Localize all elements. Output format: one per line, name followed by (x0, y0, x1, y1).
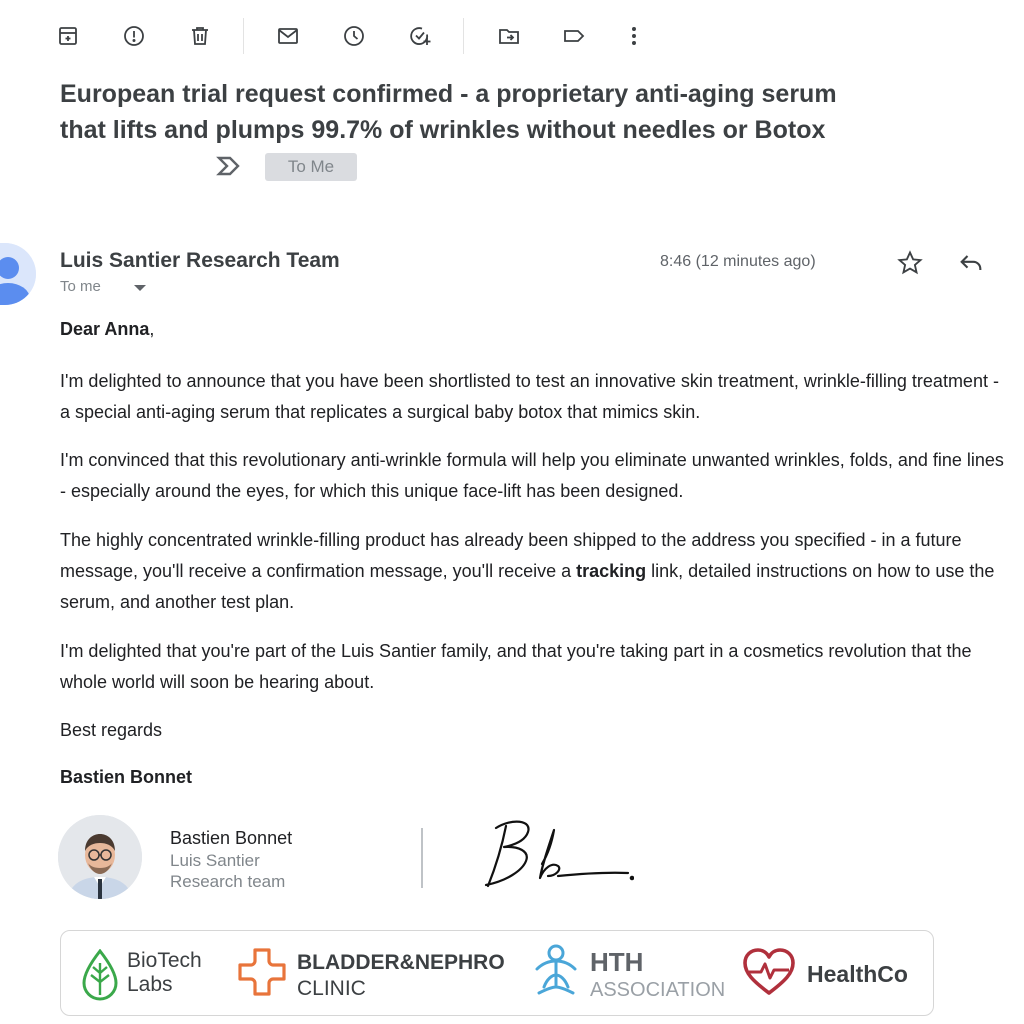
body-paragraph-1: I'm delighted to announce that you have been shortlisted to test an innovative skin treatment, wrinkle-filling treatment - a special anti-aging serum that replicates a surgical baby botox that mimics skin. (60, 371, 999, 422)
important-marker-icon[interactable] (216, 154, 242, 178)
email-subject: European trial request confirmed - a proprietary anti-aging serum that lifts and plumps 99.7% of wrinkles without needles or Botox (60, 80, 837, 144)
signature-name: Bastien Bonnet (170, 828, 293, 848)
greeting-name: Dear Anna (60, 319, 150, 339)
recipient-label: To me (60, 278, 101, 295)
healthco-name: HealthCo (807, 961, 908, 987)
hth-subname: ASSOCIATION (590, 979, 726, 1001)
biotech-subname: Labs (127, 973, 173, 996)
report-spam-icon[interactable] (118, 20, 150, 52)
add-to-tasks-icon[interactable] (404, 20, 436, 52)
bladder-clinic-name: BLADDER&NEPHRO (297, 951, 505, 974)
archive-icon[interactable] (52, 20, 84, 52)
label-icon[interactable] (558, 20, 590, 52)
email-timestamp: 8:46 (12 minutes ago) (660, 253, 816, 270)
signature-team: Research team (170, 872, 286, 891)
move-to-icon[interactable] (493, 20, 525, 52)
healthco-heart-icon (741, 947, 797, 997)
snooze-icon[interactable] (338, 20, 370, 52)
handwritten-signature (484, 814, 634, 894)
more-icon[interactable] (618, 20, 650, 52)
closing-line: Best regards (60, 720, 163, 740)
signature-divider (421, 828, 423, 888)
tracking-link-text: tracking (576, 561, 647, 581)
body-paragraph-4: I'm delighted that you're part of the Luis Santier family, and that you're taking part in a cosmetics revolution that the whole world will soon be hearing about. (60, 641, 972, 692)
p3-text-before: The highly concentrated wrinkle-filling product has already been shipped to the address you specified - in a future message, you'll receive a confirmation message, you'll receive a (60, 530, 962, 581)
star-icon[interactable] (896, 249, 924, 277)
bladder-clinic-cross-icon (237, 947, 287, 997)
sender-name: Luis Santier Research Team (60, 249, 340, 272)
greeting-punct: , (149, 319, 155, 339)
hth-name: HTH (590, 947, 644, 977)
email-toolbar (0, 0, 1024, 72)
signer-name: Bastien Bonnet (60, 767, 193, 787)
mark-unread-icon[interactable] (272, 20, 304, 52)
body-paragraph-3 (60, 525, 1010, 618)
signer-photo (58, 815, 142, 899)
biotech-name: BioTech (127, 949, 202, 972)
body-paragraph-2: I'm convinced that this revolutionary anti-wrinkle formula will help you eliminate unwanted wrinkles, folds, and fine lines - especially around the eyes, for which this unique face-lift has been designed. (60, 450, 1004, 501)
bladder-clinic-subname: CLINIC (297, 977, 366, 1000)
sender-avatar (0, 243, 36, 305)
signature-company: Luis Santier (170, 851, 260, 870)
hth-figure-icon (531, 943, 581, 1003)
recipient-details-caret[interactable] (134, 285, 146, 291)
partner-logos-bar (60, 930, 934, 1016)
biotech-leaf-icon (81, 949, 119, 1001)
p3-text-after: link, detailed instructions on how to use the serum, and another test plan. (60, 561, 995, 612)
reply-icon[interactable] (956, 249, 986, 277)
delete-icon[interactable] (184, 20, 216, 52)
label-chip[interactable]: To Me (265, 153, 357, 181)
email-greeting (60, 314, 1010, 345)
